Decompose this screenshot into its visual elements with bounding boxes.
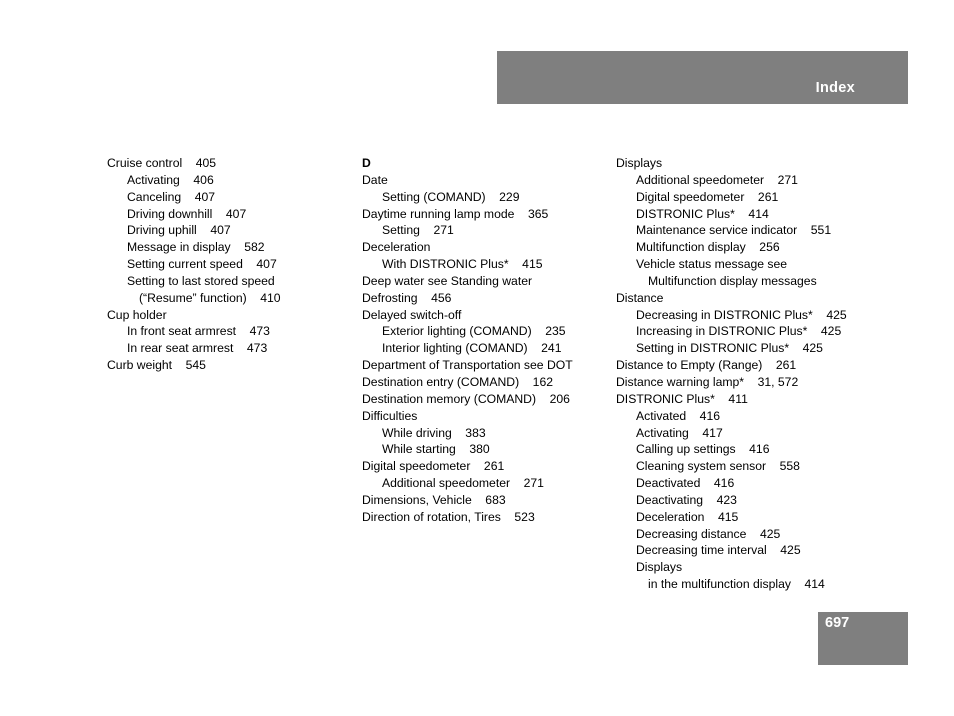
- index-entry: Distance to Empty (Range) 261: [616, 358, 797, 373]
- index-entry: Date: [362, 172, 388, 187]
- index-subentry: Driving uphill 407: [127, 223, 231, 238]
- index-subentry: Decreasing in DISTRONIC Plus* 425: [636, 307, 847, 322]
- index-subentry: Additional speedometer 271: [636, 172, 798, 187]
- index-subentry: Message in display 582: [127, 240, 265, 255]
- index-entry: Defrosting 456: [362, 290, 452, 305]
- index-entry: DISTRONIC Plus* 411: [616, 391, 748, 406]
- index-subentry: Calling up settings 416: [636, 442, 770, 457]
- index-subentry: Additional speedometer 271: [382, 476, 544, 491]
- index-entry: Distance: [616, 290, 664, 305]
- index-subentry: Multifunction display 256: [636, 240, 780, 255]
- index-subentry: Setting to last stored speed: [127, 273, 275, 288]
- index-entry: Cup holder: [107, 307, 167, 322]
- index-entry: Difficulties: [362, 408, 418, 423]
- index-entry: Daytime running lamp mode 365: [362, 206, 549, 221]
- index-column-3: [616, 155, 866, 593]
- index-entry: Distance warning lamp* 31, 572: [616, 374, 799, 389]
- index-subentry: Driving downhill 407: [127, 206, 247, 221]
- index-subentry: Setting current speed 407: [127, 257, 277, 272]
- index-subentry: Activated 416: [636, 408, 721, 423]
- index-subentry: Interior lighting (COMAND) 241: [382, 341, 562, 356]
- index-subentry: DISTRONIC Plus* 414: [636, 206, 769, 221]
- index-subentry: in the multifunction display 414: [648, 577, 825, 592]
- index-subentry: Multifunction display messages: [648, 273, 817, 288]
- index-entry: Direction of rotation, Tires 523: [362, 509, 535, 524]
- index-subentry: While starting 380: [382, 442, 490, 457]
- index-entry: Destination memory (COMAND) 206: [362, 391, 570, 406]
- index-subentry: Deceleration 415: [636, 509, 739, 524]
- index-subentry: Decreasing time interval 425: [636, 543, 801, 558]
- index-entry: Department of Transportation see DOT: [362, 358, 573, 373]
- index-entry: Digital speedometer 261: [362, 459, 505, 474]
- index-subentry: In rear seat armrest 473: [127, 341, 268, 356]
- index-subentry: Cleaning system sensor 558: [636, 459, 800, 474]
- index-subentry: Maintenance service indicator 551: [636, 223, 832, 238]
- index-subentry: Activating 406: [127, 172, 214, 187]
- index-subentry: Displays: [636, 560, 683, 575]
- index-entry: Dimensions, Vehicle 683: [362, 492, 506, 507]
- index-entry: Deep water see Standing water: [362, 273, 533, 288]
- index-subentry: (“Resume” function) 410: [139, 290, 281, 305]
- index-subentry: Canceling 407: [127, 189, 216, 204]
- index-subentry: Decreasing distance 425: [636, 526, 781, 541]
- index-subentry: Increasing in DISTRONIC Plus* 425: [636, 324, 842, 339]
- index-entry: Cruise control 405: [107, 156, 217, 170]
- index-subentry: Setting in DISTRONIC Plus* 425: [636, 341, 823, 356]
- index-subentry: Setting 271: [382, 223, 454, 238]
- index-subentry: With DISTRONIC Plus* 415: [382, 257, 543, 272]
- index-subentry: Activating 417: [636, 425, 723, 440]
- index-subentry: Vehicle status message see: [636, 257, 788, 272]
- index-subentry: Exterior lighting (COMAND) 235: [382, 324, 566, 339]
- index-subentry: In front seat armrest 473: [127, 324, 270, 339]
- index-subentry: Digital speedometer 261: [636, 189, 779, 204]
- index-column-1: [107, 155, 357, 374]
- index-subentry: Deactivated 416: [636, 476, 735, 491]
- index-letter-heading: D: [362, 156, 371, 170]
- index-subentry: Deactivating 423: [636, 492, 737, 507]
- index-entry: Delayed switch-off: [362, 307, 462, 322]
- index-column-2: [362, 155, 612, 526]
- section-title: Index: [815, 80, 855, 96]
- index-subentry: While driving 383: [382, 425, 486, 440]
- index-entry: Displays: [616, 156, 663, 170]
- page-number: 697: [825, 615, 850, 631]
- page-number-box: [818, 612, 908, 665]
- index-entry: Destination entry (COMAND) 162: [362, 374, 554, 389]
- index-subentry: Setting (COMAND) 229: [382, 189, 520, 204]
- index-entry: Deceleration: [362, 240, 431, 255]
- index-entry: Curb weight 545: [107, 358, 206, 373]
- header-bar: [497, 51, 908, 104]
